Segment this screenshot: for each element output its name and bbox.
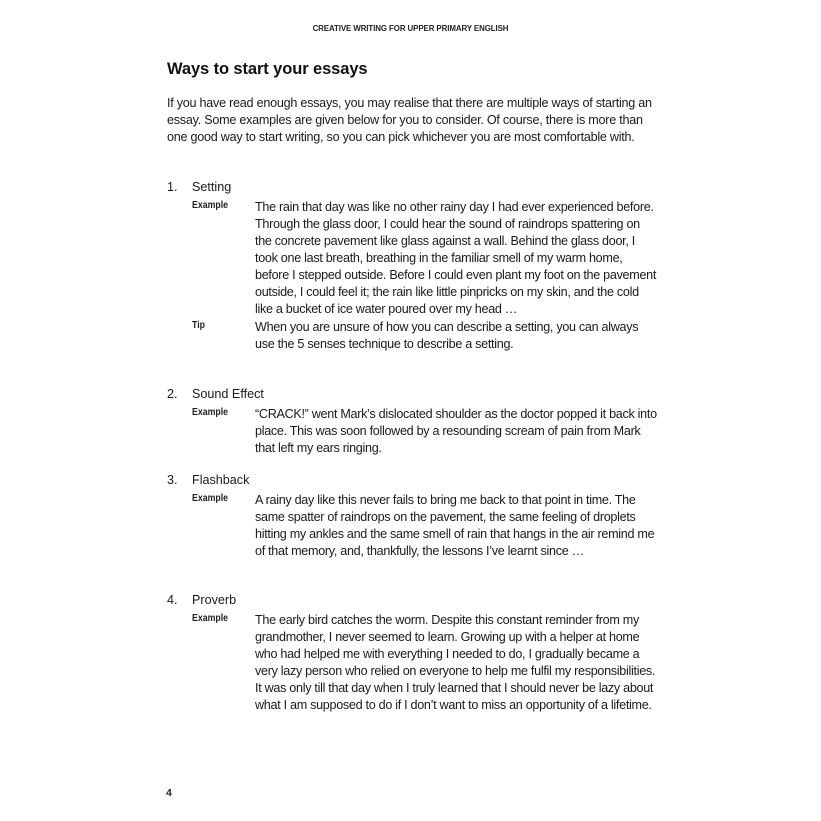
list-item-heading	[167, 472, 667, 489]
tip-row	[167, 319, 667, 353]
example-label: Example	[192, 407, 229, 418]
example-text: The rain that day was like no other rainy day I had ever experienced before. Through the glass door, I could hear the sound of raindrops spattering on the concrete pavement like glass against a wall. Behind the glass door, I took one last breath, breathing in the familiar smell of my warm home, before I stepped outside. Before I could even plant my foot on the pavement outside, I could feel it; the rain like little pinpricks on my skin, and the cold like a bucket of ice water poured over my head …	[255, 200, 657, 316]
example-text: “CRACK!” went Mark’s dislocated shoulder as the doctor popped it back into place. This was soon followed by a resounding scream of pain from Mark that left my ears ringing.	[255, 407, 657, 455]
example-label: Example	[192, 613, 229, 624]
list-item-label: Setting	[192, 180, 232, 194]
running-header: CREATIVE WRITING FOR UPPER PRIMARY ENGLISH	[312, 23, 509, 33]
list-item-heading	[167, 179, 667, 196]
list-item-number: 2.	[167, 387, 178, 401]
list-item-number: 4.	[167, 593, 178, 607]
example-row	[167, 612, 667, 714]
example-label: Example	[192, 493, 229, 504]
list-item-label: Sound Effect	[192, 387, 264, 401]
section-title: Ways to start your essays	[167, 60, 368, 78]
page-number: 4	[166, 787, 172, 799]
list-item-sound-effect	[167, 386, 667, 457]
list-item-label: Proverb	[192, 593, 237, 607]
tip-label: Tip	[192, 320, 205, 331]
tip-text: When you are unsure of how you can describe a setting, you can always use the 5 senses technique to describe a setting.	[255, 320, 639, 351]
list-item-heading	[167, 592, 667, 609]
list-item-label: Flashback	[192, 473, 250, 487]
intro-paragraph: If you have read enough essays, you may realise that there are multiple ways of starting an essay. Some examples are given below for you to consider. Of course, there is more than one good way to start writing, so you can pick whichever you are most comfortable with.	[167, 96, 652, 144]
example-row	[167, 492, 667, 560]
list-item-setting	[167, 179, 667, 353]
example-text: The early bird catches the worm. Despite this constant reminder from my grandmother, I never seemed to learn. Growing up with a helper at home who had helped me with everything I needed to do, I gradually became a very lazy person who relied on everyone to help me fulfil my responsibilities. It was only till that day when I truly learned that I should never be lazy about what I am supposed to do if I don’t want to miss an opportunity of a lifetime.	[255, 613, 656, 712]
list-item-number: 3.	[167, 473, 178, 487]
example-text: A rainy day like this never fails to bring me back to that point in time. The same spatter of raindrops on the pavement, the same feeling of droplets hitting my ankles and the same smell of rain that hangs in the air remind me of that memory, and, thankfully, the lessons I’ve learnt since …	[255, 493, 655, 558]
example-row	[167, 199, 667, 318]
list-item-flashback	[167, 472, 667, 560]
list-item-number: 1.	[167, 180, 178, 194]
list-item-proverb	[167, 592, 667, 714]
example-label: Example	[192, 200, 229, 211]
example-row	[167, 406, 667, 457]
list-item-heading	[167, 386, 667, 403]
